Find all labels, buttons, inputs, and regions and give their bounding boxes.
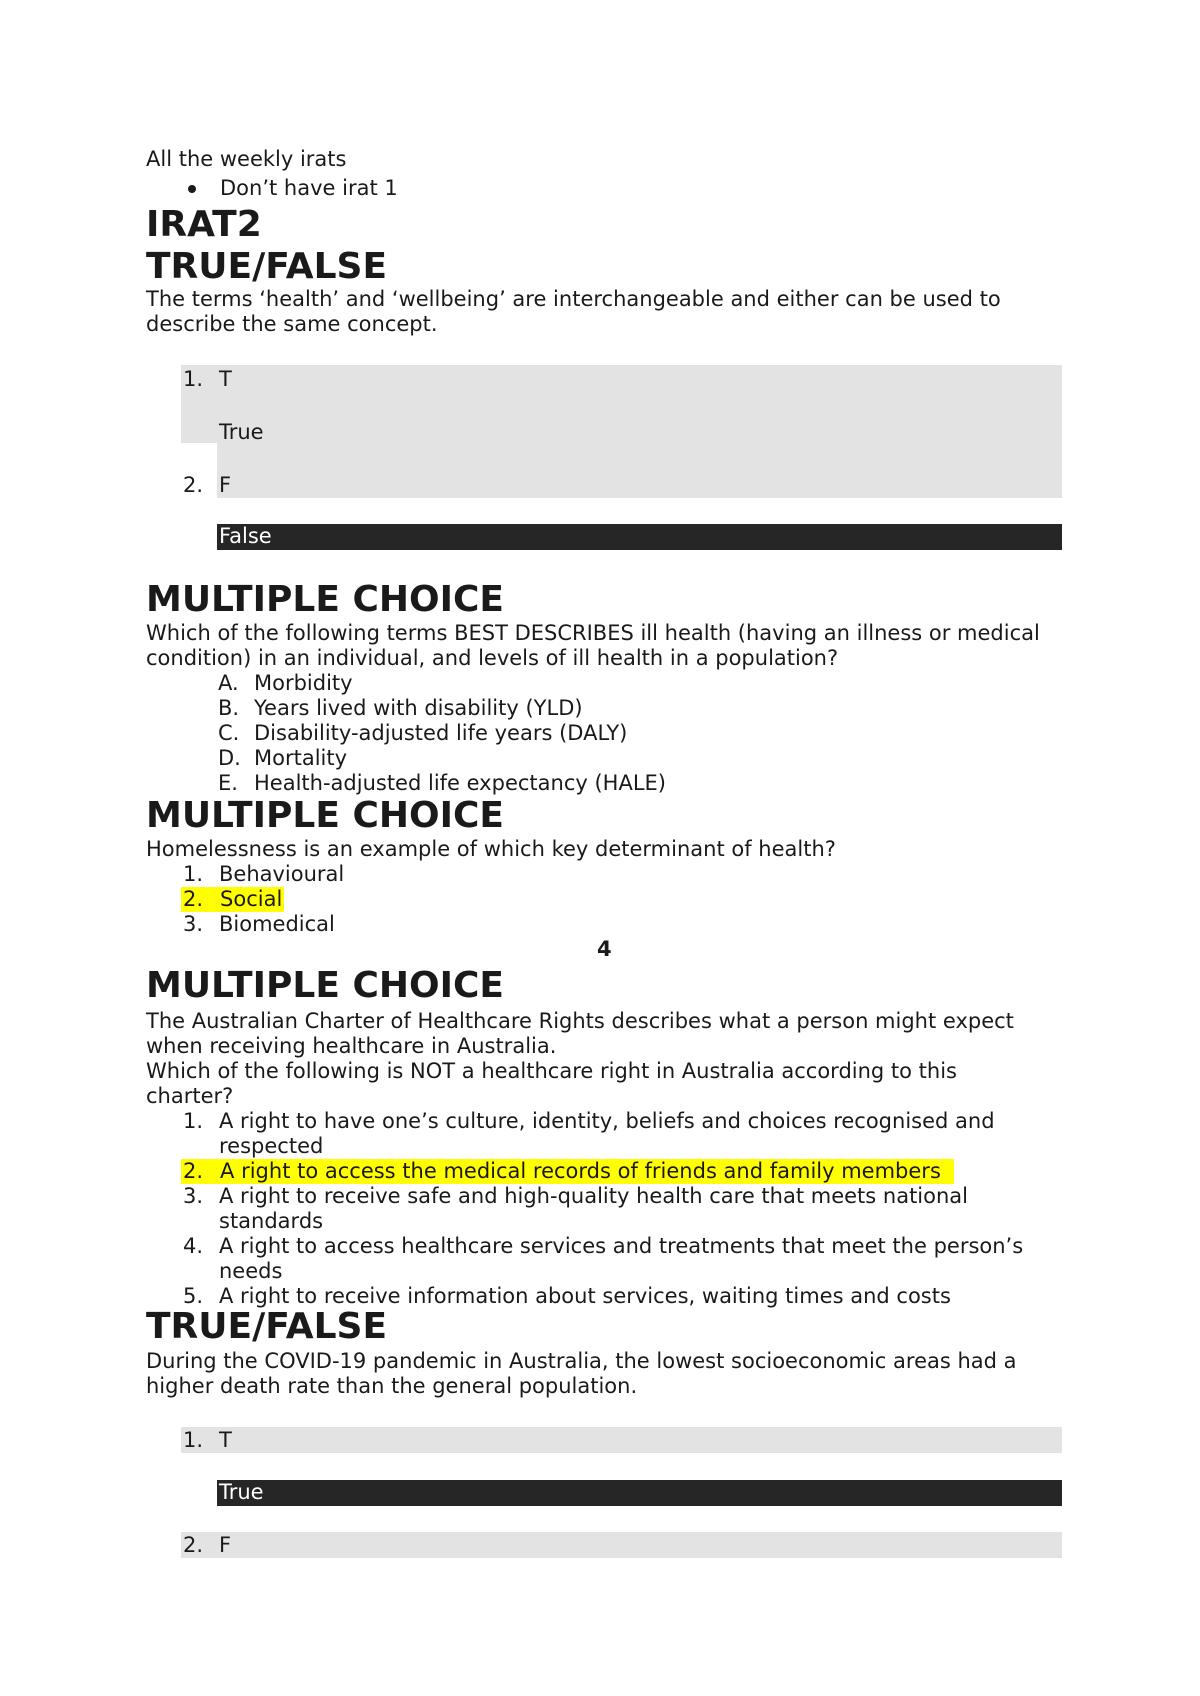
q1-option-bg-bottom (217, 443, 1062, 498)
q1-text-line2: describe the same concept. (146, 312, 438, 336)
intro-title: All the weekly irats (146, 147, 347, 171)
q4-option-text-cont: respected (219, 1134, 324, 1158)
q2-text-line2: condition) in an individual, and levels of ill health in a population? (146, 646, 839, 670)
irat-heading: IRAT2 (146, 204, 262, 245)
q4-option-number: 2. (183, 1159, 204, 1183)
q4-option-number: 3. (183, 1184, 204, 1208)
q2-heading: MULTIPLE CHOICE (146, 579, 504, 620)
q4-option-text: A right to access the medical records of friends and family members (220, 1159, 941, 1183)
q2-option-text[interactable]: Health-adjusted life expectancy (HALE) (254, 771, 666, 795)
q5-opt1-bg (181, 1427, 1062, 1453)
q2-option-text[interactable]: Years lived with disability (YLD) (254, 696, 583, 720)
q4-option-number: 4. (183, 1234, 204, 1258)
q1-option-bg-top (181, 365, 1062, 443)
q5-text-line2: higher death rate than the general population. (146, 1374, 638, 1398)
q4-option-text[interactable]: A right to receive information about services, waiting times and costs (219, 1284, 951, 1308)
q1-heading: TRUE/FALSE (146, 246, 388, 287)
q5-opt2-label[interactable]: F (219, 1533, 232, 1557)
q3-option-text[interactable]: Behavioural (219, 862, 345, 886)
q5-opt1-answer: True (217, 1480, 1062, 1506)
q5-text-line1: During the COVID-19 pandemic in Australia, the lowest socioeconomic areas had a (146, 1349, 1017, 1373)
q3-option-number: 3. (183, 912, 204, 936)
bullet-dot-icon (188, 185, 196, 193)
q5-opt2-number: 2. (183, 1533, 204, 1557)
q2-option-letter: E. (218, 771, 238, 795)
q4-option-number: 5. (183, 1284, 204, 1308)
q2-option-text[interactable]: Morbidity (254, 671, 353, 695)
q3-option-highlighted[interactable] (181, 887, 284, 912)
q2-text-line1: Which of the following terms BEST DESCRIBES ill health (having an illness or medical (146, 621, 1040, 645)
q2-option-letter: B. (218, 696, 240, 720)
q2-option-letter: A. (218, 671, 239, 695)
q4-text-line4: charter? (146, 1084, 234, 1108)
q2-option-text[interactable]: Disability-adjusted life years (DALY) (254, 721, 628, 745)
q3-option-text: Social (220, 887, 283, 911)
q2-option-text[interactable]: Mortality (254, 746, 348, 770)
q4-text-line2: when receiving healthcare in Australia. (146, 1034, 557, 1058)
q2-option-letter: C. (218, 721, 240, 745)
q5-opt2-bg (181, 1532, 1062, 1558)
q3-heading: MULTIPLE CHOICE (146, 795, 504, 836)
q4-option-text[interactable]: A right to receive safe and high-quality health care that meets national (219, 1184, 968, 1208)
q2-option-letter: D. (218, 746, 241, 770)
q4-option-text-cont: standards (219, 1209, 324, 1233)
q3-text: Homelessness is an example of which key determinant of health? (146, 837, 836, 861)
intro-bullet-text: Don’t have irat 1 (220, 176, 398, 200)
q5-heading: TRUE/FALSE (146, 1306, 388, 1347)
q3-option-text[interactable]: Biomedical (219, 912, 335, 936)
q5-opt1-number: 1. (183, 1428, 204, 1452)
q3-option-number: 2. (183, 887, 204, 911)
q1-opt1-answer: True (219, 420, 264, 444)
q4-option-text-cont: needs (219, 1259, 283, 1283)
q4-option-highlighted[interactable] (181, 1159, 954, 1184)
q5-opt1-label[interactable]: T (219, 1428, 232, 1452)
q1-opt2-number: 2. (183, 473, 204, 497)
q4-heading: MULTIPLE CHOICE (146, 965, 504, 1006)
q1-opt1-number: 1. (183, 367, 204, 391)
q1-opt1-label[interactable]: T (219, 367, 232, 391)
q4-text-line3: Which of the following is NOT a healthcare right in Australia according to this (146, 1059, 958, 1083)
q1-opt2-answer: False (217, 524, 1062, 550)
q4-option-text[interactable]: A right to have one’s culture, identity, beliefs and choices recognised and (219, 1109, 995, 1133)
q1-opt2-label[interactable]: F (219, 473, 232, 497)
page-number: 4 (597, 937, 612, 961)
q3-option-number: 1. (183, 862, 204, 886)
q1-text-line1: The terms ‘health’ and ‘wellbeing’ are interchangeable and either can be used to (146, 287, 1001, 311)
q4-text-line1: The Australian Charter of Healthcare Rights describes what a person might expect (146, 1009, 1014, 1033)
q4-option-number: 1. (183, 1109, 204, 1133)
q4-option-text[interactable]: A right to access healthcare services and treatments that meet the person’s (219, 1234, 1024, 1258)
